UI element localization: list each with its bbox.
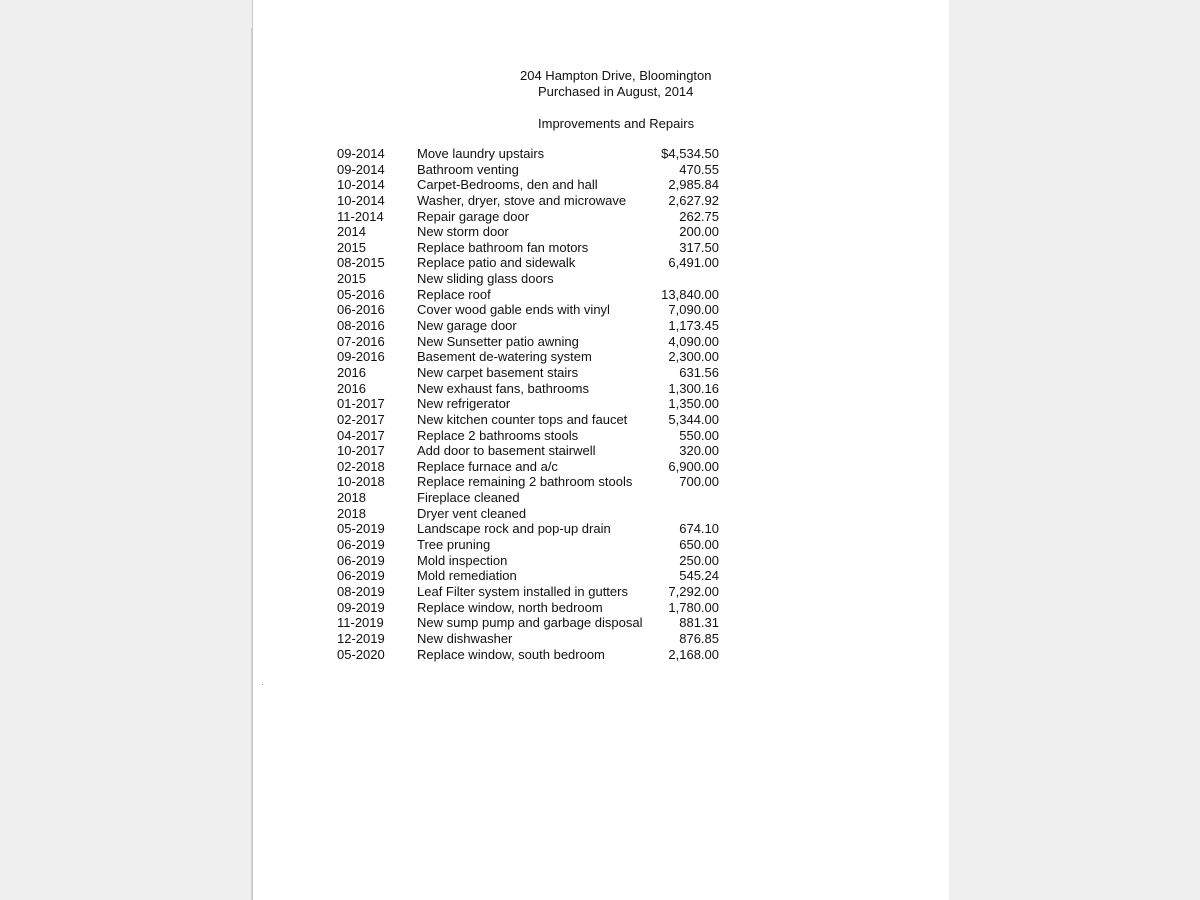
item-description: Replace bathroom fan motors bbox=[417, 239, 589, 255]
item-amount: 317.50 bbox=[679, 239, 719, 255]
list-item bbox=[337, 647, 727, 663]
item-amount: 470.55 bbox=[679, 161, 719, 177]
item-date: 2015 bbox=[337, 271, 366, 287]
list-item bbox=[337, 506, 727, 522]
document-page bbox=[252, 0, 949, 900]
list-item bbox=[337, 553, 727, 569]
list-item bbox=[337, 428, 727, 444]
item-description: Mold remediation bbox=[417, 568, 517, 584]
item-description: Carpet-Bedrooms, den and hall bbox=[417, 177, 598, 193]
item-date: 10-2017 bbox=[337, 443, 385, 459]
item-amount: 13,840.00 bbox=[661, 286, 719, 302]
list-item bbox=[337, 146, 727, 162]
item-amount: 631.56 bbox=[679, 364, 719, 380]
item-date: 02-2018 bbox=[337, 458, 385, 474]
item-date: 01-2017 bbox=[337, 396, 385, 412]
item-description: Replace 2 bathrooms stools bbox=[417, 427, 579, 443]
list-item bbox=[337, 396, 727, 412]
item-description: New carpet basement stairs bbox=[417, 364, 579, 380]
item-description: New dishwasher bbox=[417, 630, 513, 646]
item-date: 2016 bbox=[337, 380, 366, 396]
item-description: New refrigerator bbox=[417, 396, 511, 412]
item-amount: 250.00 bbox=[679, 552, 719, 568]
item-amount: 200.00 bbox=[679, 224, 719, 240]
list-item bbox=[337, 302, 727, 318]
item-date: 06-2019 bbox=[337, 552, 385, 568]
item-amount: 2,627.92 bbox=[668, 192, 719, 208]
item-description: New Sunsetter patio awning bbox=[417, 333, 579, 349]
item-description: Washer, dryer, stove and microwave bbox=[417, 192, 627, 208]
list-item bbox=[337, 600, 727, 616]
item-description: New sump pump and garbage disposal bbox=[417, 615, 643, 631]
item-description: Replace patio and sidewalk bbox=[417, 255, 576, 271]
item-date: 12-2019 bbox=[337, 630, 385, 646]
list-item bbox=[337, 209, 727, 225]
item-description: New garage door bbox=[417, 318, 517, 334]
improvements-list bbox=[337, 146, 727, 662]
list-item bbox=[337, 537, 727, 553]
item-description: Mold inspection bbox=[417, 552, 508, 568]
item-date: 2016 bbox=[337, 364, 366, 380]
section-title: Improvements and Repairs bbox=[538, 116, 695, 131]
item-amount: 320.00 bbox=[679, 443, 719, 459]
item-amount: 5,344.00 bbox=[668, 411, 719, 427]
list-item bbox=[337, 224, 727, 240]
item-date: 09-2014 bbox=[337, 161, 385, 177]
item-date: 2015 bbox=[337, 239, 366, 255]
list-item bbox=[337, 240, 727, 256]
item-date: 08-2015 bbox=[337, 255, 385, 271]
item-amount: 1,300.16 bbox=[668, 380, 719, 396]
item-date: 05-2020 bbox=[337, 646, 385, 662]
list-item bbox=[337, 631, 727, 647]
list-item bbox=[337, 490, 727, 506]
item-description: Leaf Filter system installed in gutters bbox=[417, 583, 628, 599]
item-date: 11-2014 bbox=[337, 208, 384, 224]
list-item bbox=[337, 459, 727, 475]
item-date: 09-2019 bbox=[337, 599, 385, 615]
item-date: 2018 bbox=[337, 490, 366, 506]
list-item bbox=[337, 474, 727, 490]
item-amount: 700.00 bbox=[679, 474, 719, 490]
item-amount: 545.24 bbox=[679, 568, 719, 584]
list-item bbox=[337, 334, 727, 350]
item-date: 10-2018 bbox=[337, 474, 385, 490]
list-item bbox=[337, 318, 727, 334]
item-description: Replace furnace and a/c bbox=[417, 458, 558, 474]
item-amount: 262.75 bbox=[679, 208, 719, 224]
item-amount: 6,900.00 bbox=[668, 458, 719, 474]
item-date: 08-2016 bbox=[337, 318, 385, 334]
list-item bbox=[337, 412, 727, 428]
item-date: 05-2019 bbox=[337, 521, 385, 537]
list-item bbox=[337, 568, 727, 584]
list-item bbox=[337, 615, 727, 631]
item-date: 02-2017 bbox=[337, 411, 385, 427]
list-item bbox=[337, 584, 727, 600]
item-date: 09-2016 bbox=[337, 349, 385, 365]
item-date: 08-2019 bbox=[337, 583, 385, 599]
item-amount: 7,292.00 bbox=[668, 583, 719, 599]
item-date: 04-2017 bbox=[337, 427, 385, 443]
item-date: 09-2014 bbox=[337, 146, 385, 161]
list-item bbox=[337, 255, 727, 271]
item-description: New sliding glass doors bbox=[417, 271, 554, 287]
item-description: Tree pruning bbox=[417, 537, 491, 553]
item-amount: 7,090.00 bbox=[668, 302, 719, 318]
item-amount: 550.00 bbox=[679, 427, 719, 443]
item-description: Move laundry upstairs bbox=[417, 146, 545, 161]
item-amount: 4,090.00 bbox=[668, 333, 719, 349]
item-description: Replace window, north bedroom bbox=[417, 599, 603, 615]
list-item bbox=[337, 381, 727, 397]
item-date: 2014 bbox=[337, 224, 366, 240]
item-date: 10-2014 bbox=[337, 177, 385, 193]
property-address: 204 Hampton Drive, Bloomington bbox=[520, 68, 712, 83]
scan-speck bbox=[262, 684, 263, 685]
item-date: 10-2014 bbox=[337, 192, 385, 208]
item-description: Basement de-watering system bbox=[417, 349, 592, 365]
list-item bbox=[337, 349, 727, 365]
list-item bbox=[337, 287, 727, 303]
item-date: 2018 bbox=[337, 505, 366, 521]
item-description: New exhaust fans, bathrooms bbox=[417, 380, 589, 396]
item-date: 06-2019 bbox=[337, 568, 385, 584]
item-amount: 1,350.00 bbox=[668, 396, 719, 412]
item-description: Replace window, south bedroom bbox=[417, 646, 605, 662]
item-date: 06-2019 bbox=[337, 537, 385, 553]
item-date: 05-2016 bbox=[337, 286, 385, 302]
item-description: Cover wood gable ends with vinyl bbox=[417, 302, 610, 318]
item-amount: 650.00 bbox=[679, 537, 719, 553]
item-amount: 2,300.00 bbox=[668, 349, 719, 365]
item-date: 11-2019 bbox=[337, 615, 384, 631]
item-date: 06-2016 bbox=[337, 302, 385, 318]
list-item bbox=[337, 271, 727, 287]
list-item bbox=[337, 365, 727, 381]
item-amount: 2,985.84 bbox=[668, 177, 719, 193]
item-amount: $4,534.50 bbox=[661, 146, 719, 161]
item-description: Repair garage door bbox=[417, 208, 530, 224]
purchase-date: Purchased in August, 2014 bbox=[538, 84, 694, 99]
item-description: Dryer vent cleaned bbox=[417, 505, 527, 521]
item-amount: 881.31 bbox=[679, 615, 719, 631]
item-description: Bathroom venting bbox=[417, 161, 519, 177]
item-description: Fireplace cleaned bbox=[417, 490, 520, 506]
list-item bbox=[337, 162, 727, 178]
list-item bbox=[337, 193, 727, 209]
list-item bbox=[337, 521, 727, 537]
list-item bbox=[337, 443, 727, 459]
item-description: Add door to basement stairwell bbox=[417, 443, 596, 459]
item-description: New storm door bbox=[417, 224, 509, 240]
item-description: Replace remaining 2 bathroom stools bbox=[417, 474, 633, 490]
item-amount: 2,168.00 bbox=[668, 646, 719, 662]
item-amount: 674.10 bbox=[679, 521, 719, 537]
item-amount: 6,491.00 bbox=[668, 255, 719, 271]
list-item bbox=[337, 177, 727, 193]
item-description: New kitchen counter tops and faucet bbox=[417, 411, 628, 427]
item-amount: 1,780.00 bbox=[668, 599, 719, 615]
item-amount: 1,173.45 bbox=[668, 318, 719, 334]
item-description: Landscape rock and pop-up drain bbox=[417, 521, 611, 537]
item-description: Replace roof bbox=[417, 286, 491, 302]
item-date: 07-2016 bbox=[337, 333, 385, 349]
item-amount: 876.85 bbox=[679, 630, 719, 646]
